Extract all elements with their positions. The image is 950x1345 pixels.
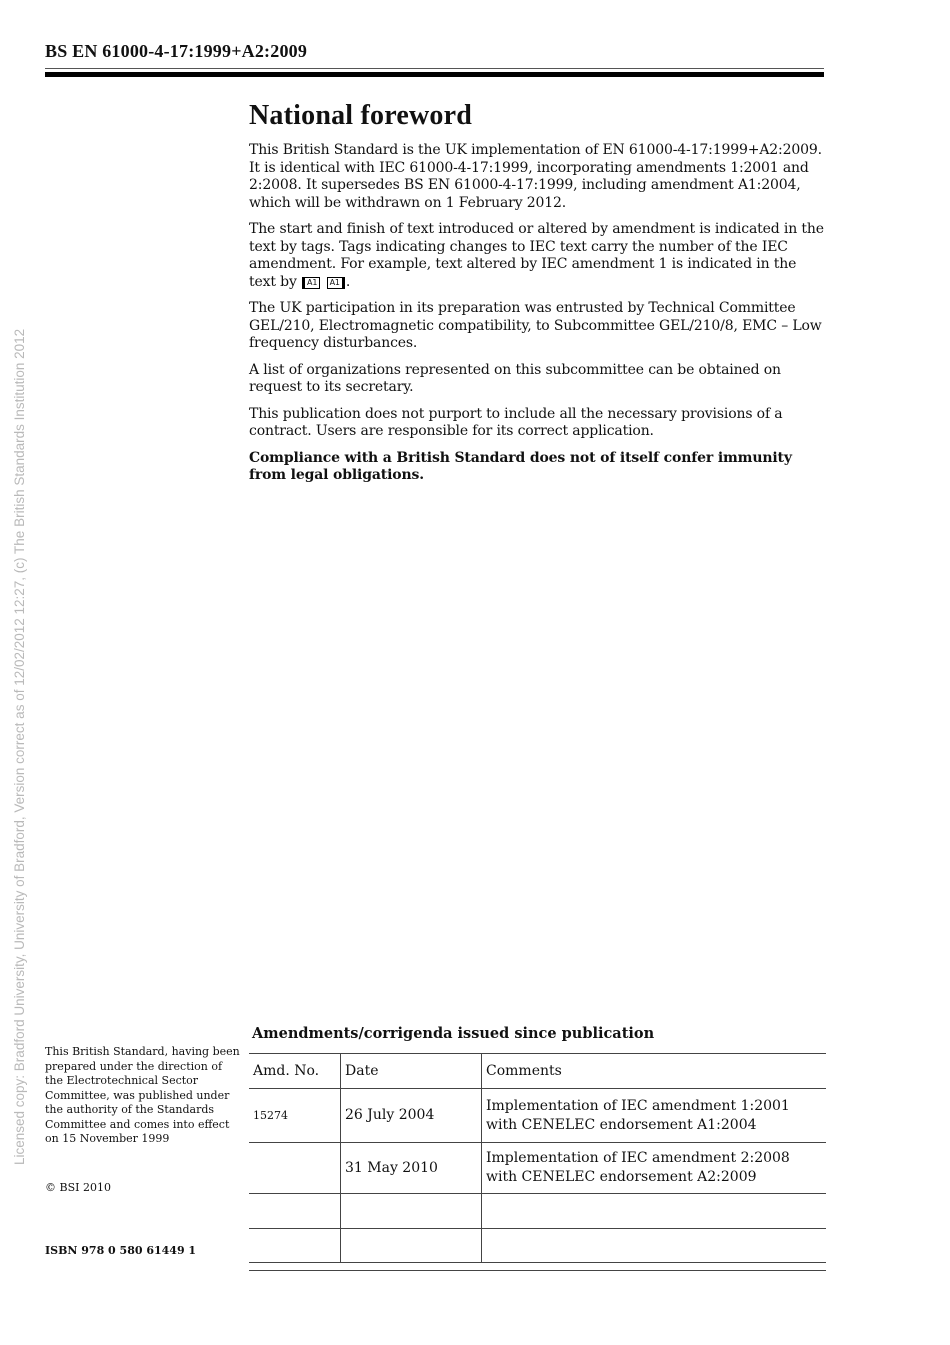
table-row — [249, 1194, 826, 1229]
table-row — [249, 1229, 826, 1263]
national-foreword-section — [249, 100, 827, 494]
column-header-date: Date — [341, 1054, 482, 1089]
amendment-start-tag-icon: A1 — [302, 277, 320, 289]
document-id-header: BS EN 61000-4-17:1999+A2:2009 — [45, 41, 308, 61]
amendments-table — [249, 1053, 826, 1263]
footer-rule — [249, 1270, 826, 1271]
section-heading: National foreword — [249, 100, 472, 131]
license-watermark: Licensed copy: Bradford University, University of Bradford, Version correct as of 12/02/2012 12:27, (c) The British Standards Institution 2012 — [12, 328, 27, 1165]
paragraph-tags — [249, 221, 827, 291]
amd-no-cell: 15274 — [249, 1089, 341, 1143]
publication-note: This British Standard, having been prepared under the direction of the Electrotechnical Sector Committee, was published under the authority of the Standards Committee and comes into effect on 15 November 1999 — [45, 1045, 240, 1145]
amendment-end-tag-icon: A1 — [327, 277, 345, 289]
date-cell — [341, 1194, 482, 1229]
paragraph-organizations: A list of organizations represented on this subcommittee can be obtained on request to its secretary. — [249, 361, 781, 395]
comment-cell: Implementation of IEC amendment 1:2001 with CENELEC endorsement A1:2004 — [482, 1089, 827, 1143]
tags-text: The start and finish of text introduced or altered by amendment is indicated in the text by tags. Tags indicating changes to IEC text carry the number of the IEC amendment. For example, text altered by IEC amendment 1 is indicated in the text by — [249, 221, 824, 290]
isbn: ISBN 978 0 580 61449 1 — [45, 1244, 197, 1257]
tags-text-end: . — [345, 273, 351, 290]
comment-cell — [482, 1229, 827, 1263]
amd-no-cell — [249, 1229, 341, 1263]
paragraph-compliance: Compliance with a British Standard does not of itself confer immunity from legal obligations. — [249, 449, 792, 483]
paragraph-contract: This publication does not purport to include all the necessary provisions of a contract. Users are responsible for its correct application. — [249, 405, 783, 439]
header-rule-thick — [45, 72, 824, 77]
date-cell: 31 May 2010 — [341, 1143, 482, 1194]
copyright-notice: © BSI 2010 — [45, 1181, 111, 1194]
table-header-row — [249, 1054, 826, 1089]
amd-no-cell — [249, 1143, 341, 1194]
amendments-title: Amendments/corrigenda issued since publication — [252, 1025, 655, 1042]
table-row — [249, 1089, 826, 1143]
comment-cell — [482, 1194, 827, 1229]
date-cell: 26 July 2004 — [341, 1089, 482, 1143]
table-row — [249, 1143, 826, 1194]
paragraph-participation: The UK participation in its preparation was entrusted by Technical Committee GEL/210, Electromagnetic compatibility, to Subcommittee GEL/210/8, EMC – Low frequency disturbances. — [249, 300, 822, 351]
column-header-amd-no: Amd. No. — [249, 1054, 341, 1089]
column-header-comments: Comments — [482, 1054, 827, 1089]
date-cell — [341, 1229, 482, 1263]
paragraph-implementation: This British Standard is the UK implementation of EN 61000-4-17:1999+A2:2009. It is identical with IEC 61000-4-17:1999, incorporating amendments 1:2001 and 2:2008. It supersedes BS EN 61000-4-17:1999, including amendment A1:2004, which will be withdrawn on 1 February 2012. — [249, 142, 822, 211]
amd-no-cell — [249, 1194, 341, 1229]
header-rule-thin — [45, 68, 824, 69]
comment-cell: Implementation of IEC amendment 2:2008 with CENELEC endorsement A2:2009 — [482, 1143, 827, 1194]
